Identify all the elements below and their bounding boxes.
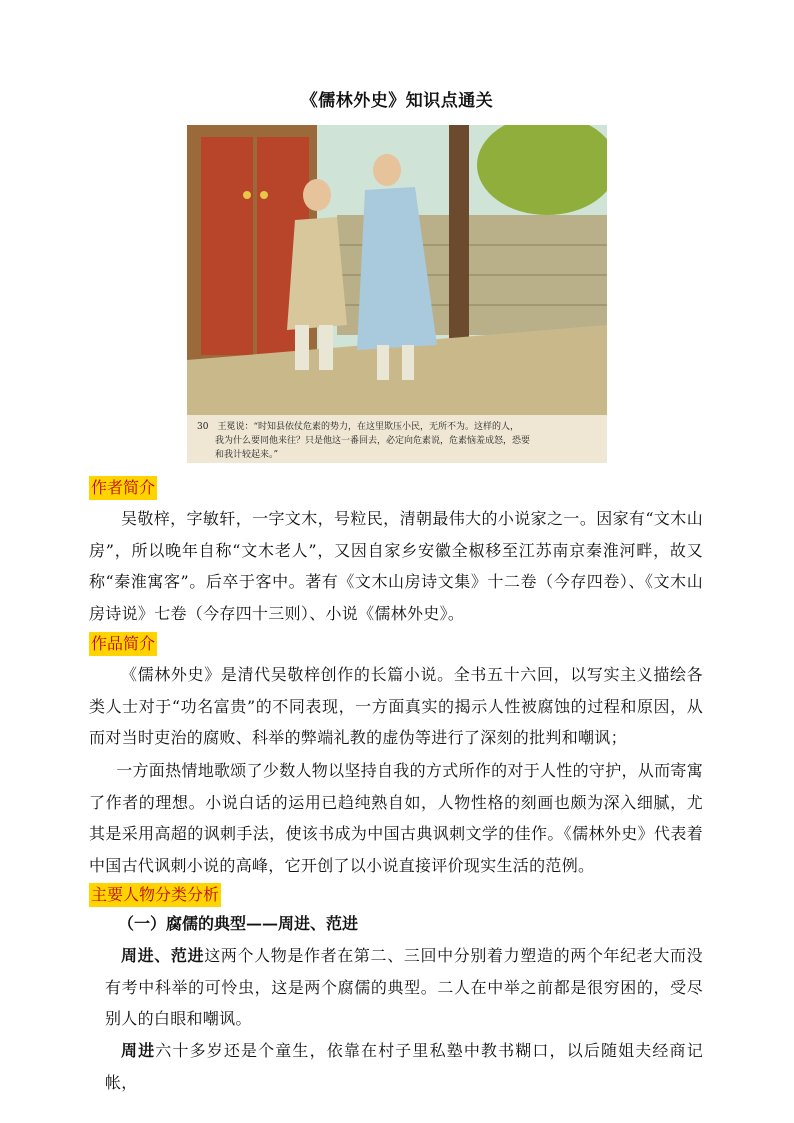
paragraph-text: 六十多岁还是个童生，依靠在村子里私塾中教书糊口，以后随姐夫经商记帐， xyxy=(105,1041,703,1092)
page-title: 《儒林外史》知识点通关 xyxy=(300,91,494,111)
character-paragraph xyxy=(105,1035,703,1098)
caption-line: 和我计较起来。” xyxy=(215,450,279,460)
door-knocker xyxy=(260,191,268,199)
caption-line: 我为什么要同他来往？只是他这一番回去，必定向危素说，危素恼羞成怒，恐要 xyxy=(215,436,531,446)
character-name: 周进、范进 xyxy=(121,946,205,965)
section-heading-author: 作者简介 xyxy=(89,476,157,500)
illustration-drawing xyxy=(187,125,607,463)
paragraph-text: 这两个人物是作者在第二、三回中分别着力塑造的两个年纪老大而没有考中科举的可怜虫，这是两个腐儒的典型。二人在中举之前都是很穷困的，受尽别人的白眼和嘲讽。 xyxy=(105,946,703,1028)
character-name: 周进 xyxy=(121,1041,156,1060)
left-door xyxy=(201,137,253,355)
work-paragraph: 一方面热情地歌颂了少数人物以坚持自我的方式所作的对于人性的守护，从而寄寓了作者的理想。小说白话的运用已趋纯熟自如，人物性格的刻画也颇为深入细腻，尤其是采用高超的讽刺手法，使该书成为中国古典讽刺文学的佳作。《儒林外史》代表着中国古代讽刺小说的高峰，它开创了以小说直接评价现实生活的范例。 xyxy=(89,761,703,875)
tree-trunk xyxy=(449,125,469,340)
work-paragraph: 《儒林外史》是清代吴敬梓创作的长篇小说。全书五十六回，以写实主义描绘各类人士对于“功名富贵”的不同表现，一方面真实的揭示人性被腐蚀的过程和原因，从而对当时吏治的腐败、科举的弊端礼教的虚伪等进行了深刻的批判和嘲讽； xyxy=(89,665,703,747)
author-paragraph: 吴敬梓，字敏轩，一字文木，号粒民，清朝最伟大的小说家之一。因家有“文木山房”，所以晚年自称“文木老人”，又因自家乡安徽全椒移至江苏南京秦淮河畔，故又称“秦淮寓客”。后卒于客中。著有《文木山房诗文集》十二卷（今存四卷）、《文木山房诗说》七卷（今存四十三则）、小说《儒林外史》。 xyxy=(89,509,703,623)
section-heading-characters: 主要人物分类分析 xyxy=(89,883,221,907)
section-heading-work: 作品简介 xyxy=(89,632,157,656)
illustration xyxy=(187,125,607,463)
subsection-heading: （一）腐儒的典型——周进、范进 xyxy=(118,914,359,933)
character-paragraph xyxy=(105,940,703,1035)
door-knocker xyxy=(243,191,251,199)
caption-line: 30 王冕说：“时知县依仗危素的势力，在这里欺压小民，无所不为。这样的人， xyxy=(197,422,520,432)
